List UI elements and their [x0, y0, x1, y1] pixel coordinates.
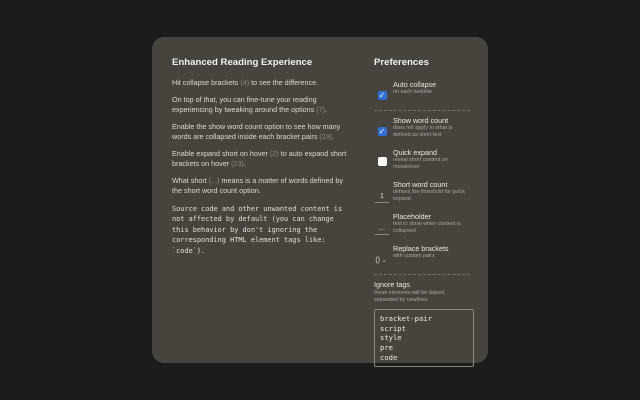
intro-paragraph — [172, 78, 350, 88]
preferences-title: Preferences — [374, 57, 429, 68]
count-ref: (23) — [231, 159, 244, 168]
tag-line: bracket-pair — [380, 314, 432, 324]
code-note: Source code and other unwanted content is not affected by default (you can change this behavior by don't ignoring the corresponding HTML element tags like: `code`). — [172, 205, 343, 255]
text: On top of that, you can fine-tune your reading experiencing by tweaking around the options — [172, 95, 317, 114]
text: to see the difference. — [249, 78, 319, 87]
preferences-section — [374, 57, 470, 367]
text: . — [325, 105, 328, 114]
option-label: Auto collapse — [393, 80, 437, 89]
show-word-count-checkbox[interactable]: ✓ — [378, 127, 386, 136]
option-desc: on each website — [393, 89, 432, 95]
tag-line: script — [380, 323, 406, 333]
auto-collapse-option — [374, 79, 470, 108]
text: Hit collapse brackets — [172, 78, 241, 87]
chevron-down-icon: ⌄ — [379, 258, 387, 264]
intro-title: Enhanced Reading Experience — [172, 57, 313, 68]
text: means is a matter of words defined by the short word count option. — [172, 176, 343, 195]
text: Enable the show word count option to see how many words are collapsed inside each bracket pairs — [172, 122, 341, 141]
quick-expand-checkbox[interactable] — [378, 157, 387, 166]
tag-line: pre — [380, 342, 393, 352]
count-ref: (7) — [316, 105, 326, 114]
divider — [374, 274, 470, 275]
placeholder-option — [374, 211, 470, 243]
text: . — [243, 159, 246, 168]
tag-line: code — [380, 352, 398, 362]
text: . — [332, 132, 335, 141]
option-label: Quick expand — [393, 148, 437, 157]
show-word-count-option — [374, 115, 470, 147]
short-word-count-input[interactable]: 1 — [375, 192, 389, 203]
count-ref: (19) — [319, 132, 333, 141]
intro-paragraph — [172, 149, 350, 169]
auto-collapse-checkbox[interactable]: ✓ — [378, 91, 386, 100]
option-desc: does not apply to what is defined as short text — [393, 125, 453, 138]
brackets-select[interactable] — [375, 257, 386, 264]
option-desc: with custom pairs — [393, 253, 435, 259]
intro-paragraph — [172, 95, 350, 115]
intro-paragraph — [172, 176, 350, 196]
ignore-tags-textarea[interactable] — [374, 309, 474, 367]
option-label: Replace brackets — [393, 244, 449, 253]
option-desc: reveal short content on mouseover — [393, 157, 448, 170]
count-ref: (2) — [269, 149, 279, 158]
brackets-value: () — [375, 257, 380, 264]
count-ref: (4) — [240, 78, 250, 87]
quick-expand-option — [374, 147, 470, 179]
collapsed-example: (...) — [208, 176, 220, 185]
intro-paragraph — [172, 122, 350, 142]
placeholder-input[interactable]: ... — [375, 224, 389, 235]
text: to auto expand short brackets on hover — [172, 149, 347, 168]
replace-brackets-option — [374, 243, 470, 272]
option-label: Placeholder — [393, 212, 431, 221]
ignore-tags-desc: these elements will be skiped, separated by newlines — [374, 290, 446, 303]
divider — [374, 110, 470, 111]
option-desc: defines the threshold for quick expand — [393, 189, 465, 202]
tag-line: style — [380, 333, 402, 343]
option-label: Short word count — [393, 180, 448, 189]
text: What short — [172, 176, 209, 185]
short-word-count-option — [374, 179, 470, 211]
option-desc: text to show when content is collapsed — [393, 221, 461, 234]
options-panel — [152, 37, 488, 363]
intro-section — [172, 57, 350, 263]
option-label: Show word count — [393, 116, 449, 125]
text: Enable expand short on hover — [172, 149, 270, 158]
ignore-tags-label: Ignore tags — [374, 280, 410, 289]
